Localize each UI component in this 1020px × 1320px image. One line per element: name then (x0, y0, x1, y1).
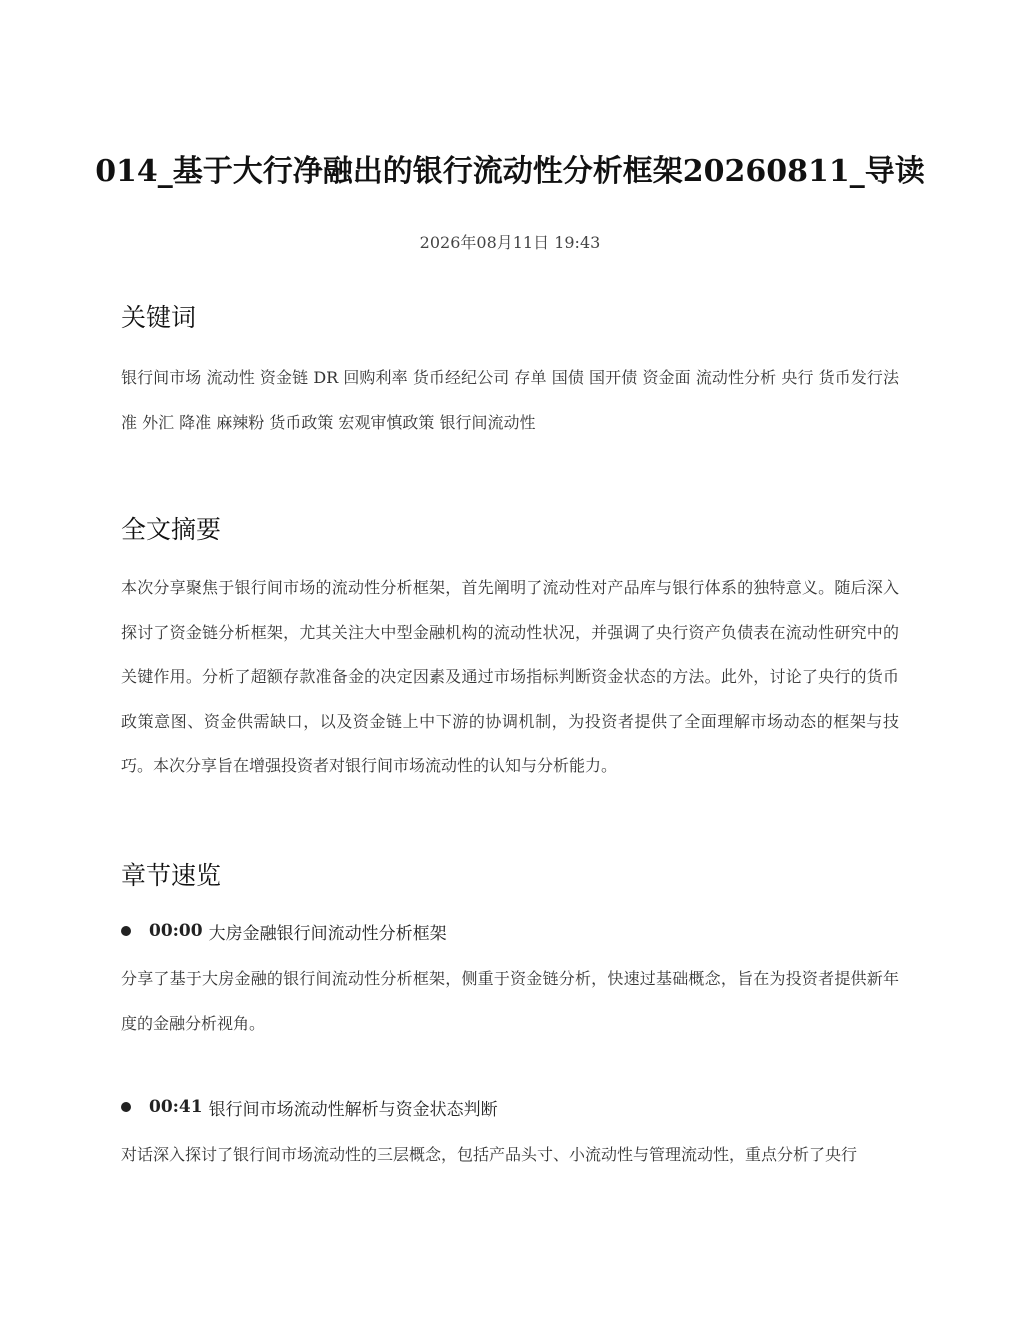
summary-heading: 全文摘要 (121, 515, 222, 544)
keywords-heading: 关键词 (121, 303, 197, 332)
bullet-icon (121, 1102, 131, 1112)
summary-text: 本次分享聚焦于银行间市场的流动性分析框架，首先阐明了流动性对产品库与银行体系的独特意义。随后深入探讨了资金链分析框架，尤其关注大中型金融机构的流动性状况，并强调了央行资产负债表在流动性研究中的关键作用。分析了超额存款准备金的决定因素及通过市场指标判断资金状态的方法。此外，讨论了央行的货币政策意图、资金供需缺口，以及资金链上中下游的协调机制，为投资者提供了全面理解市场动态的框架与技巧。本次分享旨在增强投资者对银行间市场流动性的认知与分析能力。 (121, 578, 899, 775)
chapter-text: 对话深入探讨了银行间市场流动性的三层概念，包括产品头寸、小流动性与管理流动性，重点分析了央行 (121, 1145, 858, 1164)
summary-section (121, 512, 899, 789)
chapter-timestamp: 00:00 (149, 921, 203, 941)
bullet-icon (121, 926, 131, 936)
chapter-title: 银行间市场流动性解析与资金状态判断 (208, 1099, 498, 1120)
keywords-text: 银行间市场 流动性 资金链 DR 回购利率 货币经纪公司 存单 国债 国开债 资金面 流动性分析 央行 货币发行法准 外汇 降准 麻辣粉 货币政策 宏观审慎政策 银行间流动性 (121, 368, 899, 432)
chapter-timestamp: 00:41 (149, 1097, 203, 1117)
chapter-title: 大房金融银行间流动性分析框架 (208, 923, 447, 944)
chapter-heading (121, 1094, 899, 1120)
chapters-section (121, 858, 899, 894)
chapter-item (121, 1094, 899, 1178)
chapter-text: 分享了基于大房金融的银行间流动性分析框架，侧重于资金链分析，快速过基础概念，旨在为投资者提供新年度的金融分析视角。 (121, 969, 899, 1033)
document-title: 014_基于大行净融出的银行流动性分析框架20260811_导读 (95, 154, 925, 189)
keywords-section (121, 300, 899, 445)
chapters-heading: 章节速览 (121, 861, 222, 890)
chapter-item (121, 918, 899, 1046)
chapter-heading (121, 918, 899, 944)
document-date: 2026年08月11日 19:43 (419, 233, 601, 252)
